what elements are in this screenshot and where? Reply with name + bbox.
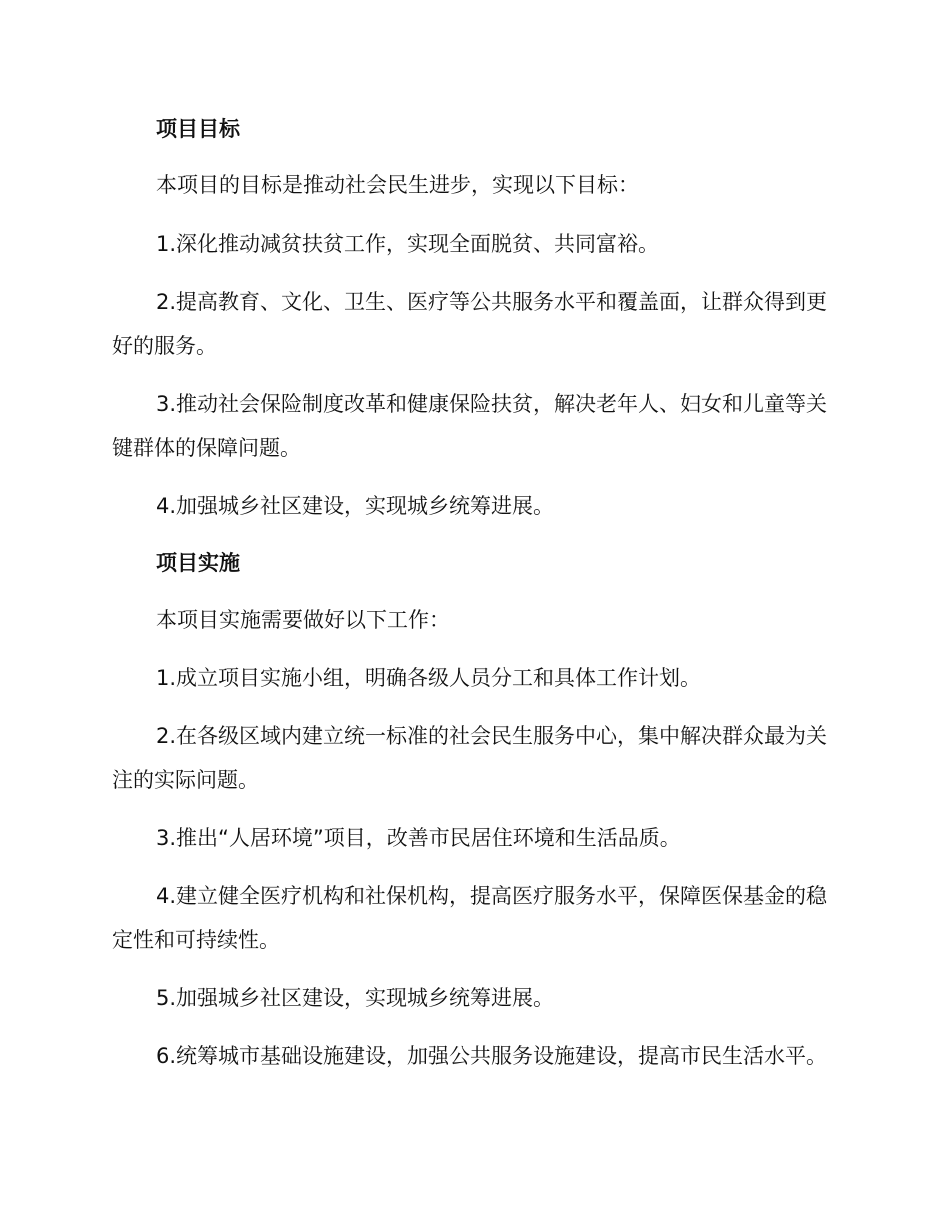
goals-item-1: 1.深化推动减贫扶贫工作，实现全面脱贫、共同富裕。 (156, 232, 660, 256)
document-page (112, 0, 828, 1230)
section-heading-implementation: 项目实施 (156, 551, 240, 575)
goals-item-2: 2.提高教育、文化、卫生、医疗等公共服务水平和覆盖面，让群众得到更好的服务。 (112, 290, 828, 358)
implementation-item-3: 3.推出“人居环境”项目，改善市民居住环境和生活品质。 (156, 826, 681, 850)
section-heading-goals: 项目目标 (156, 117, 240, 141)
implementation-item-6: 6.统筹城市基础设施建设，加强公共服务设施建设，提高市民生活水平。 (156, 1044, 828, 1068)
implementation-intro: 本项目实施需要做好以下工作： (156, 608, 450, 632)
implementation-item-4: 4.建立健全医疗机构和社保机构，提高医疗服务水平，保障医保基金的稳定性和可持续性。 (112, 884, 828, 952)
goals-item-3: 3.推动社会保险制度改革和健康保险扶贫，解决老年人、妇女和儿童等关键群体的保障问题。 (112, 392, 828, 460)
implementation-item-1: 1.成立项目实施小组，明确各级人员分工和具体工作计划。 (156, 666, 702, 690)
implementation-item-5: 5.加强城乡社区建设，实现城乡统筹进展。 (156, 986, 555, 1010)
goals-item-4: 4.加强城乡社区建设，实现城乡统筹进展。 (156, 494, 555, 518)
implementation-item-2: 2.在各级区域内建立统一标准的社会民生服务中心，集中解决群众最为关注的实际问题。 (112, 724, 828, 792)
goals-intro: 本项目的目标是推动社会民生进步，实现以下目标： (156, 173, 639, 197)
